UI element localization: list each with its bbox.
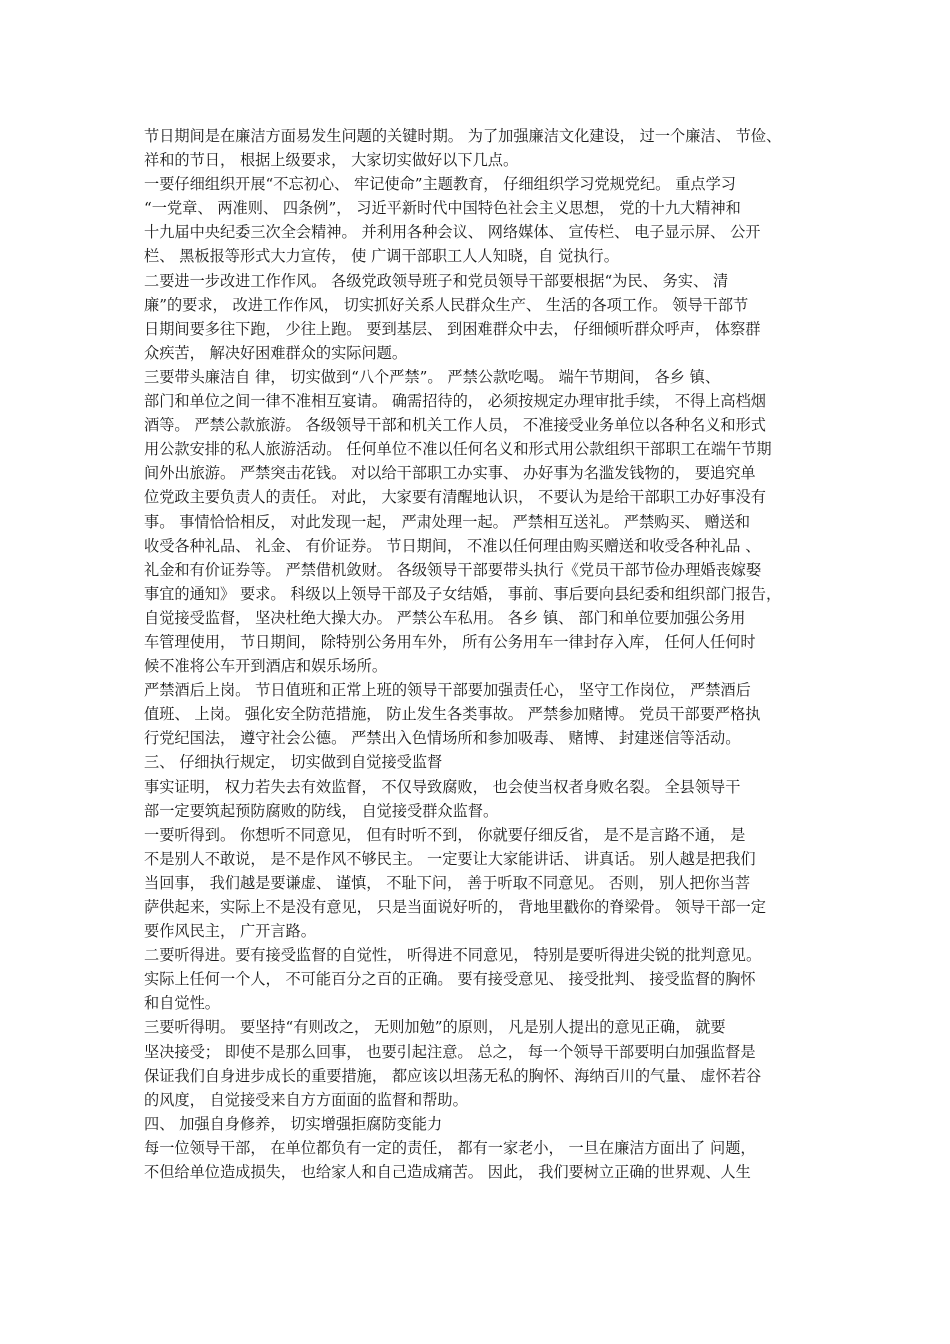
text-line: 坚决接受； 即使不是那么回事， 也要引起注意。 总之， 每一个领导干部要明白加强监督是 xyxy=(144,1042,756,1061)
text-line: 礼金和有价证券等。 严禁借机敛财。 各级领导干部要带头执行《党员干部节俭办理婚丧嫁娶 xyxy=(144,560,762,579)
text-line: 酒等。 严禁公款旅游。 各级领导干部和机关工作人员， 不准接受业务单位以各种名义和形式 xyxy=(144,416,766,435)
text-line: 车管理使用， 节日期间， 除特别公务用车外， 所有公务用车一律封存入库， 任何人任何时 xyxy=(144,632,756,651)
text-line: 要作风民主， 广开言路。 xyxy=(144,922,316,941)
text-line: 祥和的节日， 根据上级要求， 大家切实做好以下几点。 xyxy=(144,151,519,170)
text-line: 和自觉性。 xyxy=(144,994,220,1013)
text-line: 部一定要筑起预防腐败的防线， 自觉接受群众监督。 xyxy=(144,801,499,820)
text-line: 位党政主要负责人的责任。 对此， 大家要有清醒地认识， 不要认为是给干部职工办好事没有 xyxy=(144,488,766,507)
text-line: 实际上任何一个人， 不可能百分之百的正确。 要有接受意见、 接受批判、 接受监督的胸怀 xyxy=(144,970,756,989)
text-line: 一要听得到。 你想听不同意见， 但有时听不到， 你就要仔细反省， 是不是言路不通， 是 xyxy=(144,825,746,844)
text-line: 栏、 黑板报等形式大力宣传， 使 广调干部职工人人知晓，自 觉执行。 xyxy=(144,247,619,266)
text-line: 事实证明， 权力若失去有效监督， 不仅导致腐败， 也会使当权者身败名裂。 全县领导干 xyxy=(144,777,741,796)
text-line: 十九届中央纪委三次全会精神。 并利用各种会议、 网络媒体、 宣传栏、 电子显示屏、 公开 xyxy=(144,223,761,242)
text-line: 严禁酒后上岗。 节日值班和正常上班的领导干部要加强责任心， 坚守工作岗位， 严禁酒后 xyxy=(144,681,751,700)
text-line: 值班、 上岗。 强化安全防范措施， 防止发生各类事故。 严禁参加赌博。 党员干部要严格执 xyxy=(144,705,761,724)
text-line: 二要听得进。要有接受监督的自觉性， 听得进不同意见， 特别是要听得进尖锐的批判意见。 xyxy=(144,946,762,965)
text-line: 廉”的要求， 改进工作作风， 切实抓好关系人民群众生产、 生活的各项工作。 领导干部节 xyxy=(144,295,749,314)
text-line: 不是别人不敢说， 是不是作风不够民主。 一定要让大家能讲话、 讲真话。 别人越是把我们 xyxy=(144,849,756,868)
text-line: 收受各种礼品、 礼金、 有价证券。 节日期间， 不准以任何理由购买赠送和收受各种礼品 、 xyxy=(144,536,761,555)
text-line: 事宜的通知》 要求。 科级以上领导干部及子女结婚， 事前、事后要向县纪委和组织部门报告， xyxy=(144,584,782,603)
text-line: 行党纪国法， 遵守社会公德。 严禁出入色情场所和参加吸毒、 赌博、 封建迷信等活动。 xyxy=(144,729,741,748)
text-line: 自觉接受监督， 坚决杜绝大操大办。 严禁公车私用。 各乡 镇、 部门和单位要加强公务用 xyxy=(144,608,746,627)
text-line: 候不准将公车开到酒店和娱乐场所。 xyxy=(144,657,387,676)
text-line: 三要听得明。 要坚持“有则改之， 无则加勉”的原则， 凡是别人提出的意见正确， 就要 xyxy=(144,1018,726,1037)
text-line: 节日期间是在廉洁方面易发生问题的关键时期。 为了加强廉洁文化建设， 过一个廉洁、 节俭、 xyxy=(144,127,782,145)
text-line: 用公款安排的私人旅游活动。 任何单位不准以任何名义和形式用公款组织干部职工在端午节期 xyxy=(144,440,772,459)
text-line: 部门和单位之间一律不准相互宴请。 确需招待的， 必须按规定办理审批手续， 不得上高档烟 xyxy=(144,392,766,411)
text-line: 当回事， 我们越是要谦虚、 谨慎， 不耻下问， 善于听取不同意见。 否则， 别人把你当菩 xyxy=(144,873,751,892)
text-line: 事。 事情恰恰相反， 对此发现一起， 严肃处理一起。 严禁相互送礼。 严禁购买、 赠送和 xyxy=(144,512,751,531)
section-heading: 四、 加强自身修养， 切实增强拒腐防变能力 xyxy=(144,1114,443,1133)
text-line: 每一位领导干部， 在单位都负有一定的责任， 都有一家老小， 一旦在廉洁方面出了 问题， xyxy=(144,1138,756,1157)
text-line: 萨供起来，实际上不是没有意见， 只是当面说好听的， 背地里戳你的脊梁骨。 领导干部一定 xyxy=(144,898,766,916)
text-line: 间外出旅游。 严禁突击花钱。 对以给干部职工办实事、 办好事为名滥发钱物的， 要追究单 xyxy=(144,464,756,483)
section-heading: 三、 仔细执行规定， 切实做到自觉接受监督 xyxy=(144,753,443,772)
text-line: 日期间要多往下跑， 少往上跑。 要到基层、 到困难群众中去， 仔细倾听群众呼声， 体察群 xyxy=(144,319,761,338)
text-line: 保证我们自身进步成长的重要措施， 都应该以坦荡无私的胸怀、海纳百川的气量、 虚怀若谷 xyxy=(144,1066,762,1085)
text-line: 众疾苦， 解决好困难群众的实际问题。 xyxy=(144,343,408,362)
text-line: 一要仔细组织开展“不忘初心、 牢记使命”主题教育， 仔细组织学习党规党纪。 重点学习 xyxy=(144,175,736,194)
text-line: 不但给单位造成损失， 也给家人和自己造成痛苦。 因此， 我们要树立正确的世界观、人生 xyxy=(144,1163,751,1182)
text-line: 三要带头廉洁自 律， 切实做到“八个严禁”。 严禁公款吃喝。 端午节期间， 各乡 镇、 xyxy=(144,367,721,386)
text-line: 的风度， 自觉接受来自方方面面的监督和帮助。 xyxy=(144,1090,468,1109)
text-line: 二要进一步改进工作作风。 各级党政领导班子和党员领导干部要根据“为民、 务实、 清 xyxy=(144,271,729,290)
text-line: “一党章、 两准则、 四条例”， 习近平新时代中国特色社会主义思想， 党的十九大精神和 xyxy=(144,199,741,218)
